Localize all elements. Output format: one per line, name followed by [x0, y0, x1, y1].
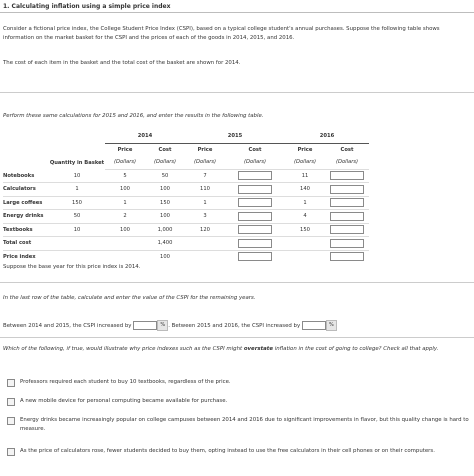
year-2014-header: 2014: [105, 130, 185, 143]
percent-icon: %: [326, 320, 337, 331]
quantity-cell: 50: [49, 210, 105, 224]
table-row: [3, 223, 369, 237]
cost-2014-cell: 150: [145, 196, 185, 210]
cost-header: Cost: [248, 146, 262, 153]
total-cost-row: [3, 237, 369, 251]
price-2014-cell: 1: [105, 196, 145, 210]
item-label: Calculators: [3, 183, 49, 197]
last-row-note: In the last row of the table, calculate and enter the value of the CSPI for the remaining years.: [3, 295, 256, 301]
base-year-note: Suppose the base year for this price index is 2014.: [3, 264, 141, 270]
cost-2016-input[interactable]: [330, 198, 364, 207]
item-label: Notebooks: [3, 169, 49, 183]
option-2-label: A new mobile device for personal computing became available for purchase.: [20, 398, 228, 404]
increase-text-2: . Between 2015 and 2016, the CSPI increased by: [168, 323, 301, 329]
total-cost-2016-input[interactable]: [330, 239, 364, 248]
section-divider: [0, 92, 474, 93]
table-row: [3, 169, 369, 183]
total-cost-label: Total cost: [3, 237, 49, 251]
unit-label: (Dollars): [185, 156, 225, 169]
price-index-row: [3, 250, 369, 263]
quantity-cell: 150: [49, 196, 105, 210]
question-text: [3, 345, 468, 354]
section-divider: [0, 282, 474, 283]
price-2015-cell: 120: [185, 223, 225, 237]
question-post: inflation in the cost of going to college? Check all that apply.: [273, 346, 439, 352]
option-4-label: As the price of calculators rose, fewer students decided to buy them, opting instead to use the free calculators in their cell phones or on their computers.: [20, 448, 435, 454]
cost-2015-input[interactable]: [238, 171, 272, 180]
price-index-2015-input[interactable]: [238, 252, 272, 261]
quantity-cell: 10: [49, 223, 105, 237]
question-bold: overstate: [243, 346, 274, 352]
option-2[interactable]: [20, 397, 470, 406]
percent-icon: %: [157, 320, 168, 331]
price-2014-cell: 100: [105, 183, 145, 197]
cost-2015-input[interactable]: [238, 225, 272, 234]
checkbox-2[interactable]: [7, 398, 15, 406]
price-index-2016-input[interactable]: [330, 252, 364, 261]
increase-2016-input[interactable]: [302, 321, 326, 330]
price-table: [3, 130, 369, 263]
quantity-header: Quantity in Basket: [49, 159, 105, 166]
option-3-label: Energy drinks became increasingly popular on college campuses between 2014 and 2016 due to significant improvements in flavor, but this quality change is hard to measure.: [20, 417, 469, 432]
price-2014-cell: 2: [105, 210, 145, 224]
cost-2014-cell: 100: [145, 210, 185, 224]
price-2015-cell: 3: [185, 210, 225, 224]
cost-2014-cell: 1,000: [145, 223, 185, 237]
cost-2014-cell: 100: [145, 183, 185, 197]
section-divider: [0, 337, 474, 338]
price-2016-cell: 140: [285, 183, 325, 197]
quantity-cell: 10: [49, 169, 105, 183]
price-2015-cell: 1: [185, 196, 225, 210]
price-index-label: Price index: [3, 253, 36, 260]
price-index-2014: 100: [160, 253, 170, 260]
cost-2015-input[interactable]: [238, 185, 272, 194]
question-title: 1. Calculating inflation using a simple price index: [3, 3, 171, 10]
perform-note: Perform these same calculations for 2015 and 2016, and enter the results in the following table.: [3, 113, 264, 119]
price-2016-cell: 4: [285, 210, 325, 224]
increase-2015-input[interactable]: [133, 321, 157, 330]
total-cost-2014: 1,400: [145, 237, 185, 251]
cost-2014-cell: 50: [145, 169, 185, 183]
cost-header: Cost: [340, 146, 354, 153]
cost-2015-input[interactable]: [238, 198, 272, 207]
price-2016-cell: 1: [285, 196, 325, 210]
intro-paragraph: Consider a fictional price index, the College Student Price Index (CSPI), based on a typical college student's annual purchases. Suppose the following table shows information on the market basket for the CSPI and the prices of each of the goods in 2014, 2015, and 2016.: [3, 26, 440, 41]
price-2015-cell: 7: [185, 169, 225, 183]
unit-label: (Dollars): [225, 156, 285, 169]
option-1-label: Professors required each student to buy 10 textbooks, regardless of the price.: [20, 379, 231, 385]
price-2014-cell: 5: [105, 169, 145, 183]
cost-2015-input[interactable]: [238, 212, 272, 221]
table-row: [3, 183, 369, 197]
cost-2016-input[interactable]: [330, 212, 364, 221]
cost-2016-input[interactable]: [330, 171, 364, 180]
price-2015-cell: 110: [185, 183, 225, 197]
unit-label: (Dollars): [285, 156, 325, 169]
item-label: Large coffees: [3, 196, 49, 210]
total-cost-2015-input[interactable]: [238, 239, 272, 248]
item-label: Textbooks: [3, 223, 49, 237]
cost-2016-input[interactable]: [330, 225, 364, 234]
unit-label: (Dollars): [325, 156, 369, 169]
option-4[interactable]: [20, 447, 470, 456]
item-label: Energy drinks: [3, 210, 49, 224]
increase-sentence: [3, 320, 468, 331]
year-2016-header: 2016: [285, 130, 369, 143]
quantity-cell: 1: [49, 183, 105, 197]
price-2016-cell: 150: [285, 223, 325, 237]
table-row: [3, 210, 369, 224]
checkbox-1[interactable]: [7, 379, 15, 387]
unit-label: (Dollars): [145, 156, 185, 169]
unit-label: (Dollars): [105, 156, 145, 169]
cost-header: Cost: [158, 146, 172, 153]
cost-2016-input[interactable]: [330, 185, 364, 194]
price-2014-cell: 100: [105, 223, 145, 237]
price-header: Price: [297, 146, 313, 153]
price-header: Price: [197, 146, 213, 153]
cost-note: The cost of each item in the basket and the total cost of the basket are shown for 2014.: [3, 60, 241, 66]
price-header: Price: [117, 146, 133, 153]
checkbox-3[interactable]: [7, 417, 15, 425]
checkbox-4[interactable]: [7, 448, 15, 456]
question-pre: Which of the following, if true, would illustrate why price indexes such as the CSPI might: [3, 346, 244, 352]
price-2016-cell: 11: [285, 169, 325, 183]
title-divider: [0, 12, 474, 13]
option-3[interactable]: [20, 416, 470, 434]
table-row: [3, 196, 369, 210]
option-1[interactable]: [20, 378, 470, 387]
year-2015-header: 2015: [185, 130, 285, 143]
increase-text-1: Between 2014 and 2015, the CSPI increased by: [3, 323, 132, 329]
